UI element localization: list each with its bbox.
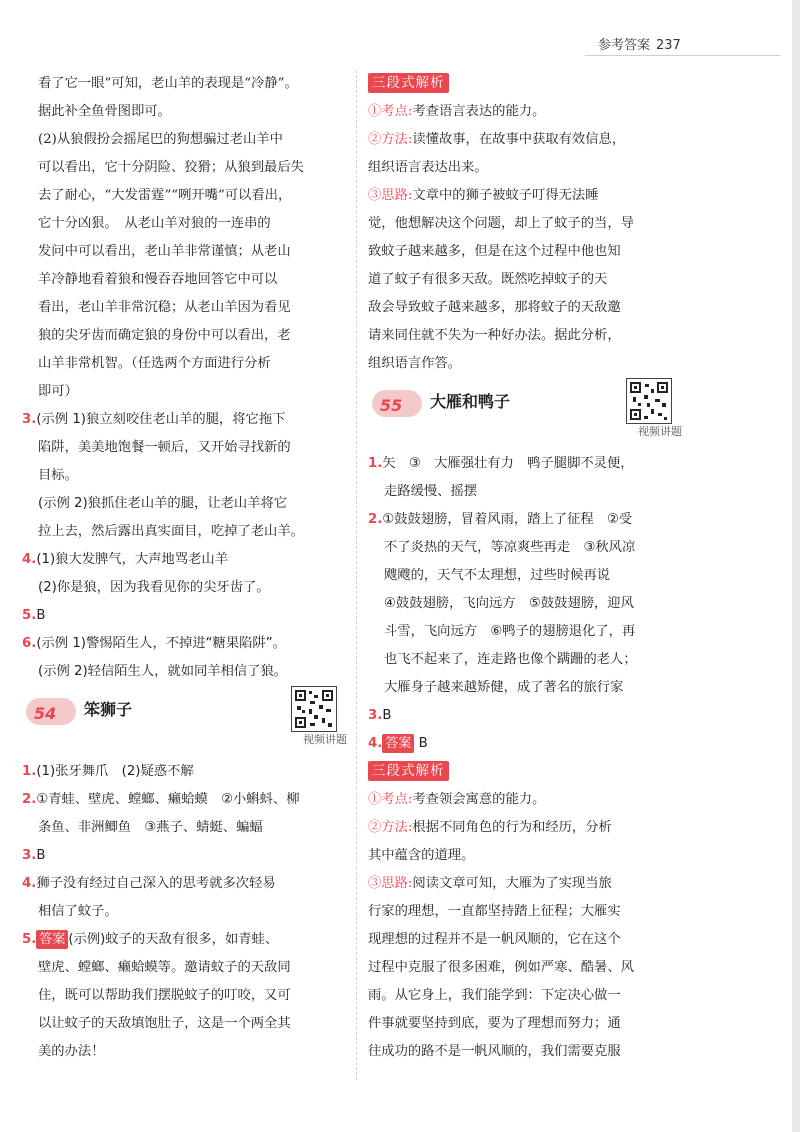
question-number: 1. [22,764,37,779]
text-line: 组织语言表达出来。 [368,160,488,175]
analysis-heading: 三段式解析 [368,761,449,781]
text-line: (示例 2)狼抓住老山羊的腿，让老山羊将它 [38,496,288,511]
answer-text: (示例 1)狼立刻咬住老山羊的腿，将它拖下 [36,412,286,427]
section-header-55 [368,378,682,450]
analysis-label: ①考点: [368,792,413,807]
question-number: 5. [22,932,37,947]
text-line: 不了炎热的天气，等凉爽些再走 ③秋风凉 [384,540,636,555]
answer-text: (示例)蚊子的天敌有很多，如青蛙、 [68,932,279,947]
text-line: 陷阱，美美地饱餐一顿后，又开始寻找新的 [38,440,291,455]
question-number: 3. [22,412,37,427]
text-line: 山羊非常机智。（任选两个方面进行分析 [38,356,271,371]
text-line: 行家的理想，一直都坚持踏上征程；大雁实 [368,904,621,919]
page-number: 237 [656,38,681,53]
answer-text: B [36,848,46,863]
left-column [22,70,347,1066]
answer-text: B [36,608,46,623]
analysis-text: 根据不同角色的行为和经历，分析 [412,820,612,835]
text-line: 也飞不起来了，连走路也像个蹒跚的老人； [384,652,637,667]
text-line: 大雁身子越来越矫健，成了著名的旅行家 [384,680,624,695]
qr-label: 视频讲题 [638,425,682,438]
answer-text: ①青蛙、壁虎、螳螂、癞蛤蟆 ②小蝌蚪、柳 [36,792,300,807]
analysis-label: ③思路: [368,188,413,203]
text-line: 去了耐心，“大发雷霆”“咧开嘴”可以看出， [38,188,292,203]
question-number: 3. [22,848,37,863]
analysis-text: 阅读文章可知，大雁为了实现当旅 [412,876,612,891]
text-line: 现理想的过程并不是一帆风顺的，它在这个 [368,932,621,947]
text-line: 看出，老山羊非常沉稳；从老山羊因为看见 [38,300,291,315]
right-column [368,70,682,1066]
text-line: 斗雪，飞向远方 ⑥鸭子的翅膀退化了，再 [384,624,636,639]
qr-code-icon[interactable] [291,686,337,732]
header-rule [585,55,780,56]
question-number: 4. [368,736,383,751]
page-edge [792,0,800,1132]
text-line: (示例 2)轻信陌生人，就如同羊相信了狼。 [38,664,288,679]
answer-text: (1)张牙舞爪 (2)疑惑不解 [36,764,194,779]
analysis-text: 考查语言表达的能力。 [412,104,546,119]
answer-tag: 答案 [36,930,68,949]
answer-tag: 答案 [382,734,414,753]
text-line: 美的办法！ [38,1044,105,1059]
text-line: 以让蚊子的天敌填饱肚子，这是一个两全其 [38,1016,291,1031]
answer-text: B [382,708,392,723]
question-number: 1. [368,456,383,471]
column-divider [356,70,357,1080]
analysis-heading: 三段式解析 [368,73,449,93]
answer-text: (1)狼大发脾气，大声地骂老山羊 [36,552,229,567]
question-number: 2. [368,512,383,527]
section-title: 大雁和鸭子 [430,392,511,411]
text-line: 其中蕴含的道理。 [368,848,475,863]
text-line: 它十分凶狠。 从老山羊对狼的一连串的 [38,216,271,231]
text-line: (2)你是狼，因为我看见你的尖牙齿了。 [38,580,270,595]
text-line: 壁虎、螳螂、癞蛤蟆等。邀请蚊子的天敌同 [38,960,291,975]
text-line: 雨。从它身上，我们能学到：下定决心做一 [368,988,621,1003]
text-line: 发问中可以看出，老山羊非常谨慎；从老山 [38,244,291,259]
analysis-label: ③思路: [368,876,413,891]
section-number: 55 [380,396,403,415]
question-number: 4. [22,876,37,891]
text-line: 过程中克服了很多困难，例如严寒、酷暑、风 [368,960,634,975]
qr-label: 视频讲题 [303,733,347,746]
text-line: 致蚊子越来越多，但是在这个过程中他也知 [368,244,621,259]
text-line: 敌会导致蚊子越来越多，那将蚊子的天敌邀 [368,300,621,315]
question-number: 4. [22,552,37,567]
text-line: ④鼓鼓翅膀，飞向远方 ⑤鼓鼓翅膀，迎风 [384,596,634,611]
text-line: 相信了蚊子。 [38,904,118,919]
answer-text: ①鼓鼓翅膀，冒着风雨，踏上了征程 ②受 [382,512,633,527]
text-line: 件事就要坚持到底，要为了理想而努力；通 [368,1016,621,1031]
analysis-label: ①考点: [368,104,413,119]
analysis-label: ②方法: [368,820,413,835]
analysis-text: 考查领会寓意的能力。 [412,792,546,807]
analysis-text: 读懂故事，在故事中获取有效信息， [412,132,626,147]
answer-text: (示例 1)警惕陌生人，不掉进“糖果陷阱”。 [36,636,286,651]
text-line: 拉上去，然后露出真实面目，吃掉了老山羊。 [38,524,304,539]
text-line: 据此补全鱼骨图即可。 [38,104,171,119]
text-line: 道了蚊子有很多天敌。既然吃掉蚊子的天 [368,272,608,287]
question-number: 6. [22,636,37,651]
text-line: 往成功的路不是一帆风顺的，我们需要克服 [368,1044,621,1059]
text-line: 看了它一眼”可知，老山羊的表现是“冷静”。 [38,76,298,91]
header-label: 参考答案 [598,38,651,53]
text-line: 条鱼、非洲鲫鱼 ③燕子、蜻蜓、蝙蝠 [38,820,263,835]
question-number: 5. [22,608,37,623]
analysis-text: 文章中的狮子被蚊子叮得无法睡 [412,188,599,203]
text-line: 目标。 [38,468,78,483]
text-line: 即可） [38,384,78,399]
answer-text: B [418,736,428,751]
text-line: 羊冷静地看着狼和慢吞吞地回答它中可以 [38,272,278,287]
qr-code-icon[interactable] [626,378,672,424]
text-line: 组织语言作答。 [368,356,462,371]
text-line: 请来同住就不失为一种好办法。据此分析， [368,328,621,343]
analysis-label: ②方法: [368,132,413,147]
page-header [598,34,681,53]
question-number: 2. [22,792,37,807]
text-line: 觉，他想解决这个问题，却上了蚊子的当，导 [368,216,634,231]
text-line: 走路缓慢、摇摆 [384,484,478,499]
answer-text: 矢 ③ 大雁强壮有力 鸭子腿脚不灵便， [382,456,634,471]
text-line: 狼的尖牙齿而确定狼的身份中可以看出，老 [38,328,291,343]
text-line: 住，既可以帮助我们摆脱蚊子的叮咬，又可 [38,988,291,1003]
text-line: 可以看出，它十分阴险、狡猾；从狼到最后失 [38,160,304,175]
text-line: (2)从狼假扮会摇尾巴的狗想骗过老山羊中 [38,132,283,147]
section-title: 笨狮子 [84,700,133,719]
answer-text: 狮子没有经过自己深入的思考就多次轻易 [36,876,276,891]
text-line: 飕飕的，天气不太理想，过些时候再说 [384,568,611,583]
question-number: 3. [368,708,383,723]
section-number: 54 [34,704,57,723]
section-header-54 [22,686,347,758]
